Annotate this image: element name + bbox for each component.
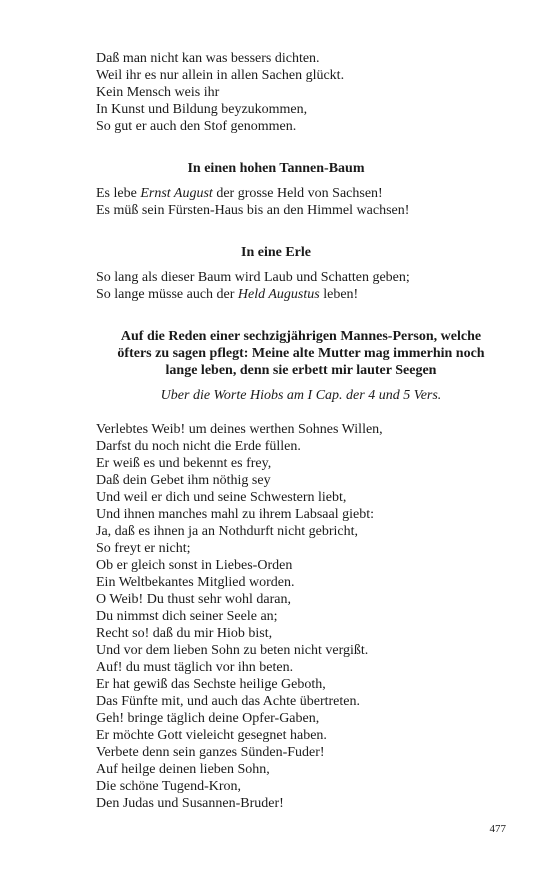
erle-verse <box>96 269 410 303</box>
poem-line: So freyt er nicht; <box>96 541 191 556</box>
poem-line: Geh! bringe täglich deine Opfer-Gaben, <box>96 711 320 726</box>
poem-line: Den Judas und Susannen-Bruder! <box>96 796 284 811</box>
verse-line: So lang als dieser Baum wird Laub und Schatten geben; <box>96 270 410 285</box>
poem-line: Und vor dem lieben Sohn zu beten nicht vergißt. <box>96 643 369 658</box>
section-subtitle: Uber die Worte Hiobs am I Cap. der 4 und 5 Vers. <box>160 388 442 403</box>
section-heading-tannen: In einen hohen Tannen-Baum <box>187 161 365 176</box>
poem-line: Du nimmst dich seiner Seele an; <box>96 609 278 624</box>
verse-line: Weil ihr es nur allein in allen Sachen glückt. <box>96 68 345 83</box>
poem-line: Verlebtes Weib! um deines werthen Sohnes Willen, <box>96 422 383 437</box>
verse-line <box>96 185 409 202</box>
poem-line: Ein Weltbekantes Mitglied worden. <box>96 575 295 590</box>
poem-line: Er weiß es und bekennt es frey, <box>96 456 272 471</box>
verse-line <box>96 286 410 303</box>
poem-line: Darfst du noch nicht die Erde füllen. <box>96 439 301 454</box>
verse-text: Es lebe <box>96 186 141 201</box>
section-heading-erle: In eine Erle <box>241 245 311 260</box>
poem-line: Er hat gewiß das Sechste heilige Geboth, <box>96 677 326 692</box>
verse-text: So lange müsse auch der <box>96 287 238 302</box>
verse-text: leben! <box>319 287 359 302</box>
heading-line: lange leben, denn sie erbett mir lauter Seegen <box>165 363 437 378</box>
section-heading-reden <box>96 328 506 379</box>
page-number: 477 <box>489 823 506 835</box>
poem-line: Und ihnen manches mahl zu ihrem Labsaal giebt: <box>96 507 374 522</box>
poem-line: Das Fünfte mit, und auch das Achte übertreten. <box>96 694 360 709</box>
poem-line: Auf heilge deinen lieben Sohn, <box>96 762 270 777</box>
poem-line: Die schöne Tugend-Kron, <box>96 779 242 794</box>
poem-line: Ja, daß es ihnen ja an Nothdurft nicht gebricht, <box>96 524 359 539</box>
verse-text: der grosse Held von Sachsen! <box>212 186 383 201</box>
verse-line: In Kunst und Bildung beyzukommen, <box>96 102 308 117</box>
verse-emphasis: Held Augustus <box>237 287 320 302</box>
tannen-verse <box>96 185 409 219</box>
poem-line: Recht so! daß du mir Hiob bist, <box>96 626 273 641</box>
verse-emphasis: Ernst August <box>140 186 213 201</box>
poem-line: Und weil er dich und seine Schwestern liebt, <box>96 490 347 505</box>
poem-line: O Weib! Du thust sehr wohl daran, <box>96 592 291 607</box>
poem-line: Auf! du must täglich vor ihn beten. <box>96 660 294 675</box>
verse-line: Daß man nicht kan was bessers dichten. <box>96 51 320 66</box>
poem-line: Er möchte Gott vieleicht gesegnet haben. <box>96 728 327 743</box>
intro-verse <box>96 50 344 135</box>
verse-line: So gut er auch den Stof genommen. <box>96 119 297 134</box>
heading-line: öfters zu sagen pflegt: Meine alte Mutter mag immerhin noch <box>117 346 485 361</box>
poem-line: Daß dein Gebet ihm nöthig sey <box>96 473 271 488</box>
poem-line: Ob er gleich sonst in Liebes-Orden <box>96 558 293 573</box>
verse-line: Es müß sein Fürsten-Haus bis an den Himmel wachsen! <box>96 203 410 218</box>
poem <box>96 421 383 812</box>
verse-line: Kein Mensch weis ihr <box>96 85 220 100</box>
poem-line: Verbete denn sein ganzes Sünden-Fuder! <box>96 745 325 760</box>
heading-line: Auf die Reden einer sechzigjährigen Mannes-Person, welche <box>120 329 482 344</box>
